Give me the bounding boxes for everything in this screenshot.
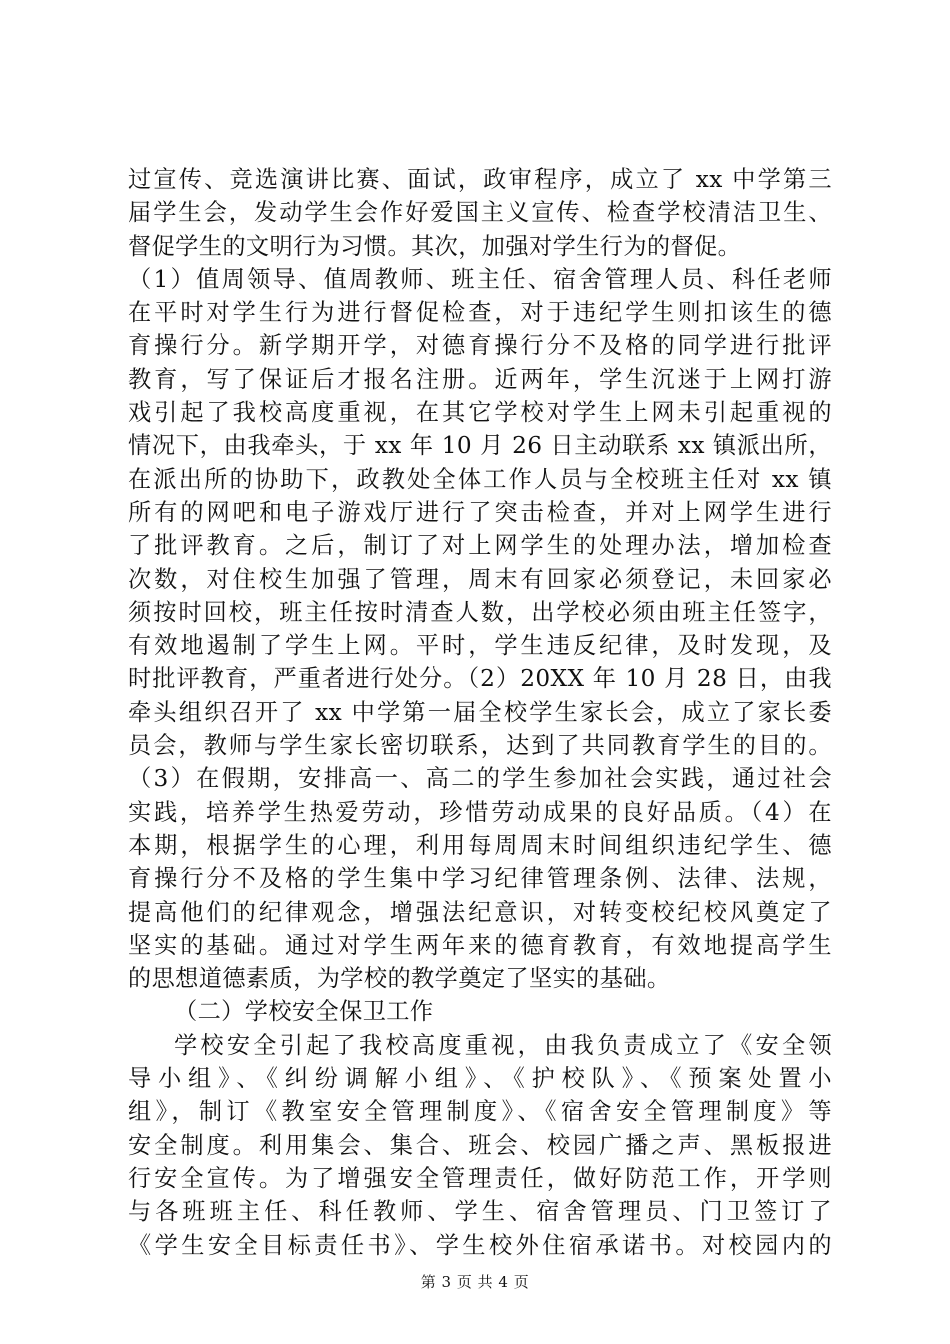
text-line: 教育，写了保证后才报名注册。近两年，学生沉迷于上网打游 [128, 365, 832, 393]
text-line: 《学生安全目标责任书》、学生校外住宿承诺书。对校园内的 [128, 1231, 832, 1259]
text-line: （3）在假期，安排高一、高二的学生参加社会实践，通过社会 [128, 765, 832, 793]
text-line: 本期，根据学生的心理，利用每周周末时间组织违纪学生、德 [128, 831, 832, 859]
text-line: 情况下，由我牵头，于 xx 年 10 月 26 日主动联系 xx 镇派出所， [128, 432, 832, 460]
body-text [128, 163, 832, 1262]
section-heading: （二）学校安全保卫工作 [174, 998, 434, 1026]
text-line: 提高他们的纪律观念，增强法纪意识，对转变校纪校风奠定了 [128, 898, 832, 926]
text-line: 坚实的基础。通过对学生两年来的德育教育，有效地提高学生 [128, 931, 832, 959]
text-line: 导小组》、《纠纷调解小组》、《护校队》、《预案处置小 [128, 1065, 832, 1093]
text-line: 行安全宣传。为了增强安全管理责任，做好防范工作，开学则 [128, 1164, 832, 1192]
page-number: 第 3 页 共 4 页 [420, 1273, 530, 1291]
text-line: 次数，对住校生加强了管理，周末有回家必须登记，未回家必 [128, 565, 832, 593]
text-line: 学校安全引起了我校高度重视，由我负责成立了《安全领 [174, 1031, 832, 1059]
text-line: 牵头组织召开了 xx 中学第一届全校学生家长会，成立了家长委 [128, 698, 832, 726]
text-line: 有效地遏制了学生上网。平时，学生违反纪律，及时发现，及 [128, 632, 832, 660]
text-line: 过宣传、竞选演讲比赛、面试，政审程序，成立了 xx 中学第三 [128, 166, 832, 193]
text-line: 时批评教育，严重者进行处分。（2）20XX 年 10 月 28 日，由我 [128, 665, 832, 693]
text-line: 组》，制订《教室安全管理制度》、《宿舍安全管理制度》等 [128, 1098, 832, 1126]
text-line: 在派出所的协助下，政教处全体工作人员与全校班主任对 xx 镇 [128, 465, 832, 493]
text-line: 实践，培养学生热爱劳动，珍惜劳动成果的良好品质。（4）在 [128, 798, 832, 826]
text-line: 届学生会，发动学生会作好爱国主义宣传、检查学校清洁卫生、 [128, 199, 832, 227]
text-line: 与各班班主任、科任教师、学生、宿舍管理员、门卫签订了 [128, 1198, 832, 1226]
text-line: （1）值周领导、值周教师、班主任、宿舍管理人员、科任老师 [128, 265, 832, 293]
text-line: 育操行分不及格的学生集中学习纪律管理条例、法律、法规， [128, 865, 832, 893]
text-line: 的思想道德素质，为学校的教学奠定了坚实的基础。 [128, 965, 671, 993]
text-line: 督促学生的文明行为习惯。其次，加强对学生行为的督促。 [128, 232, 742, 260]
text-line: 育操行分。新学期开学，对德育操行分不及格的同学进行批评 [128, 332, 832, 360]
text-line: 员会，教师与学生家长密切联系，达到了共同教育学生的目的。 [128, 732, 832, 760]
text-line: 了批评教育。之后，制订了对上网学生的处理办法，增加检查 [128, 532, 832, 560]
text-line: 须按时回校，班主任按时清查人数，出学校必须由班主任签字， [128, 598, 832, 626]
text-line: 戏引起了我校高度重视，在其它学校对学生上网未引起重视的 [128, 399, 832, 427]
text-line: 安全制度。利用集会、集合、班会、校园广播之声、黑板报进 [128, 1131, 832, 1159]
text-line: 所有的网吧和电子游戏厅进行了突击检查，并对上网学生进行 [128, 498, 832, 526]
text-line: 在平时对学生行为进行督促检查，对于违纪学生则扣该生的德 [128, 299, 832, 327]
